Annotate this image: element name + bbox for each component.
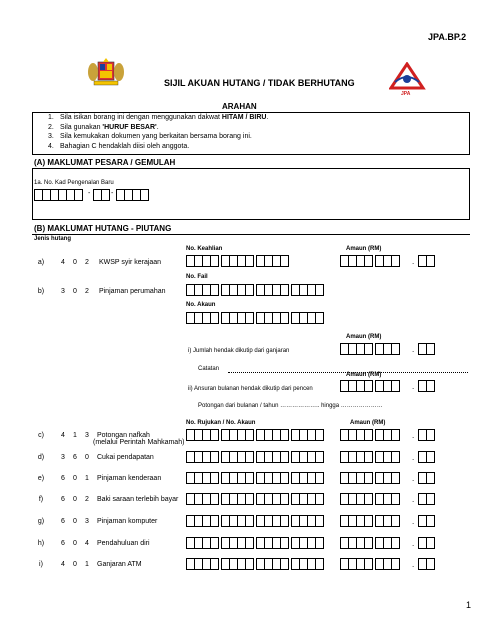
item-letter: f) [38, 496, 44, 503]
document-code: JPA.BP.2 [428, 32, 467, 42]
item-code-digit: 4 [61, 432, 65, 439]
item-rujukan-boxes[interactable] [186, 493, 326, 505]
jumlah-sen-boxes[interactable] [418, 343, 434, 355]
item-amaun-boxes[interactable] [340, 558, 399, 570]
col-amaun-items: Amaun (RM) [350, 420, 386, 426]
item-code-digit: 6 [61, 475, 65, 482]
arahan-item-text: Sila kemukakan dokumen yang berkaitan bersama borang ini. [60, 133, 252, 140]
item-code-digit: 0 [73, 518, 77, 525]
col-amaun-jumlah: Amaun (RM) [346, 334, 382, 340]
col-amaun-ansuran: Amaun (RM) [346, 372, 382, 378]
item-decimal: . [412, 431, 415, 440]
ic-dash-2: - [111, 190, 114, 197]
item-sen-boxes[interactable] [418, 558, 434, 570]
item-code-digit: 0 [73, 561, 77, 568]
item-amaun-boxes[interactable] [340, 515, 399, 527]
ic-number-label: 1a. No. Kad Pengenalan Baru [34, 180, 114, 186]
item-code-digit: 6 [61, 518, 65, 525]
item-label: Pinjaman komputer [97, 518, 158, 525]
arahan-item-number: 2. [48, 123, 54, 131]
jumlah-decimal: . [412, 345, 415, 354]
item-a-amaun-boxes[interactable] [340, 255, 399, 267]
item-amaun-boxes[interactable] [340, 451, 399, 463]
debt-item-row [35, 496, 178, 503]
item-letter: h) [37, 540, 45, 547]
coat-of-arms-logo [86, 58, 126, 88]
item-label: Potongan nafkah [97, 432, 150, 439]
item-letter: e) [37, 475, 45, 482]
section-b-heading: (B) MAKLUMAT HUTANG - PIUTANG [34, 224, 172, 233]
item-sen-boxes[interactable] [418, 515, 434, 527]
item-code-digit: 2 [85, 496, 89, 503]
item-sen-boxes[interactable] [418, 493, 434, 505]
item-letter: i) [39, 561, 43, 568]
arahan-item-number: 4. [48, 142, 54, 150]
arahan-item-text: Bahagian C hendaklah diisi oleh anggota. [60, 142, 190, 150]
item-code-digit: 4 [61, 561, 65, 568]
item-code-digit: 6 [61, 496, 65, 503]
arahan-item [48, 123, 268, 133]
item-b-fail-boxes[interactable] [186, 284, 326, 296]
item-letter: d) [37, 454, 45, 461]
item-code-digit: 0 [73, 496, 77, 503]
arahan-item-number: 3. [48, 133, 54, 140]
page-number: 1 [466, 600, 472, 610]
ic-number-part2[interactable] [93, 189, 109, 201]
arahan-list [48, 113, 268, 151]
item-a-decimal: . [412, 257, 415, 266]
jumlah-label: i) Jumlah hendak dikutip dari ganjaran [188, 348, 290, 354]
item-code-digit: 6 [73, 454, 77, 461]
debt-item-row [35, 518, 157, 525]
item-label: Pinjaman kenderaan [97, 475, 162, 482]
item-code-digit: 3 [61, 454, 65, 461]
arahan-item-end: . [266, 114, 269, 121]
ansuran-decimal: . [412, 382, 415, 391]
col-rujukan: No. Rujukan / No. Akaun [186, 420, 256, 426]
item-label: Baki saraan terlebih bayar [97, 496, 179, 503]
item-a-keahlian-boxes[interactable] [186, 255, 291, 267]
item-decimal: . [412, 495, 415, 504]
col-no-akaun: No. Akaun [186, 302, 216, 308]
catatan-label: Catatan [198, 366, 220, 372]
item-code-digit: 6 [61, 540, 65, 547]
debt-item-row [35, 475, 161, 482]
arahan-item-emphasis: HITAM / BIRU [221, 114, 267, 121]
arahan-item [48, 132, 268, 142]
jpa-logo-text: JPA [401, 91, 411, 96]
arahan-item-text: Sila isikan borang ini dengan menggunakan dakwat [60, 114, 222, 121]
item-code-digit: 3 [85, 518, 89, 525]
col-no-keahlian: No. Keahlian [186, 246, 223, 252]
item-b-akaun-boxes[interactable] [186, 312, 326, 324]
item-rujukan-boxes[interactable] [186, 451, 326, 463]
arahan-item [48, 113, 268, 123]
ic-number-part1[interactable] [34, 189, 82, 201]
ansuran-label: ii) Ansuran bulanan hendak dikutip dari pencen [188, 386, 313, 392]
item-code-digit: 1 [85, 561, 89, 568]
item-sen-boxes[interactable] [418, 451, 434, 463]
ic-dash-1: - [88, 190, 91, 197]
item-letter: g) [37, 518, 45, 525]
debt-item-row [35, 454, 154, 461]
section-a-heading: (A) MAKLUMAT PESARA / GEMULAH [34, 158, 176, 167]
debt-item-row [35, 432, 184, 446]
item-amaun-boxes[interactable] [340, 429, 399, 441]
item-decimal: . [412, 539, 415, 548]
item-code-digit: 1 [73, 432, 77, 439]
item-amaun-boxes[interactable] [340, 472, 399, 484]
arahan-item-text: Sila gunakan [60, 123, 103, 131]
ansuran-amaun-boxes[interactable] [340, 380, 399, 392]
item-amaun-boxes[interactable] [340, 493, 399, 505]
arahan-heading: ARAHAN [222, 102, 257, 111]
item-rujukan-boxes[interactable] [186, 472, 326, 484]
item-code-digit: 1 [85, 475, 89, 482]
item-rujukan-boxes[interactable] [186, 429, 326, 441]
item-decimal: . [412, 517, 415, 526]
item-a-sen-boxes[interactable] [418, 255, 434, 267]
col-no-fail: No. Fail [186, 274, 208, 280]
item-rujukan-boxes[interactable] [186, 558, 326, 570]
item-b-row: b) 3 0 2 Pinjaman perumahan [37, 288, 166, 295]
debt-item-row [35, 540, 150, 547]
item-label: Ganjaran ATM [97, 561, 142, 568]
item-code-digit: 4 [85, 540, 89, 547]
jumlah-amaun-boxes[interactable] [340, 343, 399, 355]
jenis-hutang-label: Jenis hutang [34, 236, 72, 242]
item-a-row: a) 4 0 2 KWSP syir kerajaan [37, 259, 162, 266]
arahan-item-emphasis: 'HURUF BESAR' [102, 123, 157, 131]
item-decimal: . [412, 453, 415, 462]
item-letter: c) [38, 432, 44, 439]
arahan-item-end: . [156, 123, 159, 131]
item-label: Pendahuluan diri [97, 540, 150, 547]
jpa-logo [389, 62, 427, 96]
debt-item-row [35, 561, 142, 568]
arahan-item [48, 142, 268, 152]
item-code-digit: 3 [85, 432, 89, 439]
col-amaun-a: Amaun (RM) [346, 246, 382, 252]
item-sen-boxes[interactable] [418, 472, 434, 484]
item-decimal: . [412, 560, 415, 569]
document-title: SIJIL AKUAN HUTANG / TIDAK BERHUTANG [164, 78, 355, 88]
item-code-digit: 0 [73, 540, 77, 547]
item-amaun-boxes[interactable] [340, 537, 399, 549]
item-code-digit: 0 [85, 454, 89, 461]
item-rujukan-boxes[interactable] [186, 537, 326, 549]
potongan-label: Potongan dari bulanan / tahun ……………….. hingga ………………… [198, 403, 383, 409]
ansuran-sen-boxes[interactable] [418, 380, 434, 392]
item-sublabel: (melalui Perintah Mahkamah) [93, 439, 185, 446]
item-label: Cukai pendapatan [97, 454, 154, 461]
item-decimal: . [412, 474, 415, 483]
item-sen-boxes[interactable] [418, 537, 434, 549]
item-rujukan-boxes[interactable] [186, 515, 326, 527]
item-code-digit: 0 [73, 475, 77, 482]
item-sen-boxes[interactable] [418, 429, 434, 441]
arahan-item-number: 1. [48, 114, 54, 121]
ic-number-part3[interactable] [116, 189, 148, 201]
